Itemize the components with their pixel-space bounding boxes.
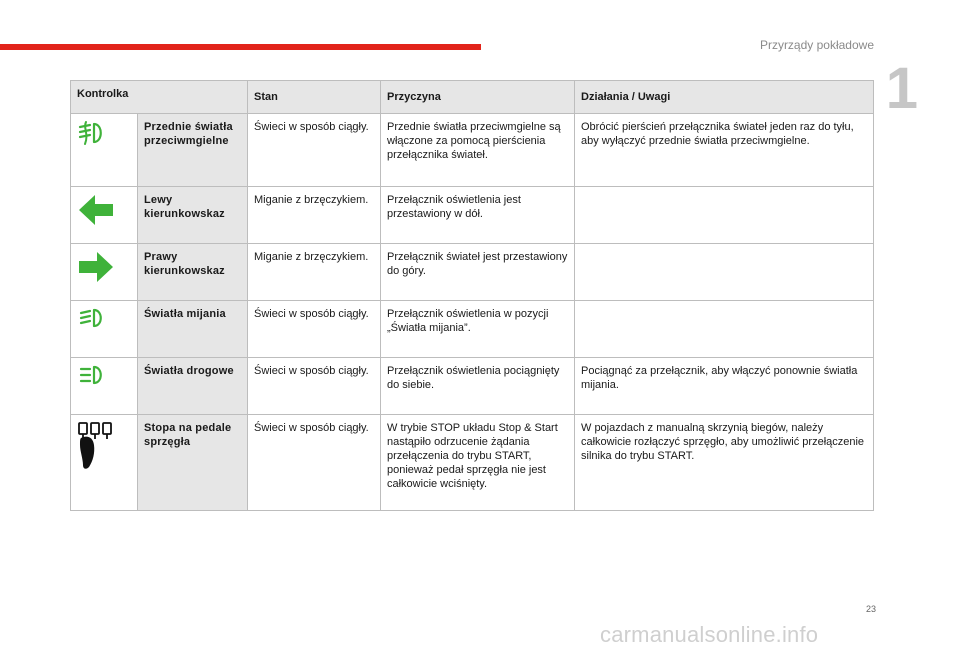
indicator-state: Świeci w sposób ciągły.	[248, 358, 381, 415]
table-row	[71, 415, 874, 511]
indicator-cause: Przełącznik oświetlenia jest przestawiony w dół.	[381, 187, 575, 244]
indicator-action	[575, 187, 874, 244]
indicator-state: Miganie z brzęczykiem.	[248, 244, 381, 301]
column-header-indicator: Kontrolka	[71, 81, 248, 114]
indicator-action: Pociągnąć za przełącznik, aby włączyć ponownie światła mijania.	[575, 358, 874, 415]
indicator-cause: Przełącznik oświetlenia pociągnięty do siebie.	[381, 358, 575, 415]
indicator-action	[575, 301, 874, 358]
warning-lights-table	[70, 80, 874, 511]
indicator-icon-cell	[71, 187, 138, 244]
indicator-cause: Przednie światła przeciwmgielne są włączone za pomocą pierścienia przełącznika świateł.	[381, 114, 575, 187]
indicator-state: Świeci w sposób ciągły.	[248, 415, 381, 511]
table-row	[71, 301, 874, 358]
section-title: Przyrządy pokładowe	[759, 38, 874, 52]
front-fog-lights-icon	[77, 120, 107, 146]
indicator-state: Świeci w sposób ciągły.	[248, 114, 381, 187]
dipped-beam-icon	[77, 307, 107, 329]
left-turn-indicator-icon	[77, 193, 115, 227]
column-header-state: Stan	[248, 81, 381, 114]
indicator-name: Światła drogowe	[138, 358, 248, 415]
right-turn-indicator-icon	[77, 250, 115, 284]
indicator-cause: W trybie STOP układu Stop & Start nastąpiło odrzucenie żądania przełączenia do trybu START, ponieważ pedał sprzęgła nie jest całkowicie wciśnięty.	[381, 415, 575, 511]
indicator-name: Przednie światła przeciwmgielne	[138, 114, 248, 187]
indicator-name: Stopa na pedale sprzęgła	[138, 415, 248, 511]
indicator-cause: Przełącznik oświetlenia w pozycji „Światła mijania”.	[381, 301, 575, 358]
indicator-icon-cell	[71, 301, 138, 358]
chapter-number: 1	[885, 56, 918, 121]
indicator-name: Lewy kierunkowskaz	[138, 187, 248, 244]
indicator-cause: Przełącznik świateł jest przestawiony do góry.	[381, 244, 575, 301]
indicator-action	[575, 244, 874, 301]
table-row	[71, 358, 874, 415]
main-beam-icon	[77, 364, 107, 386]
indicator-name: Prawy kierunkowskaz	[138, 244, 248, 301]
indicator-state: Świeci w sposób ciągły.	[248, 301, 381, 358]
indicator-icon-cell	[71, 244, 138, 301]
indicator-icon-cell	[71, 114, 138, 187]
indicator-action: Obrócić pierścień przełącznika świateł jeden raz do tyłu, aby wyłączyć przednie światła przeciwmgielne.	[575, 114, 874, 187]
indicator-icon-cell	[71, 358, 138, 415]
column-header-cause: Przyczyna	[381, 81, 575, 114]
table-row	[71, 244, 874, 301]
indicator-name: Światła mijania	[138, 301, 248, 358]
table-header-row	[71, 81, 874, 114]
header-red-bar	[0, 44, 481, 50]
foot-on-clutch-icon	[77, 421, 115, 471]
table-row	[71, 114, 874, 187]
indicator-icon-cell	[71, 415, 138, 511]
indicator-action: W pojazdach z manualną skrzynią biegów, należy całkowicie rozłączyć sprzęgło, aby umożliwić przełączenie silnika do trybu START.	[575, 415, 874, 511]
indicator-state: Miganie z brzęczykiem.	[248, 187, 381, 244]
column-header-action: Działania / Uwagi	[575, 81, 874, 114]
watermark: carmanualsonline.info	[600, 622, 819, 647]
table-row	[71, 187, 874, 244]
page-number: 23	[865, 604, 876, 614]
